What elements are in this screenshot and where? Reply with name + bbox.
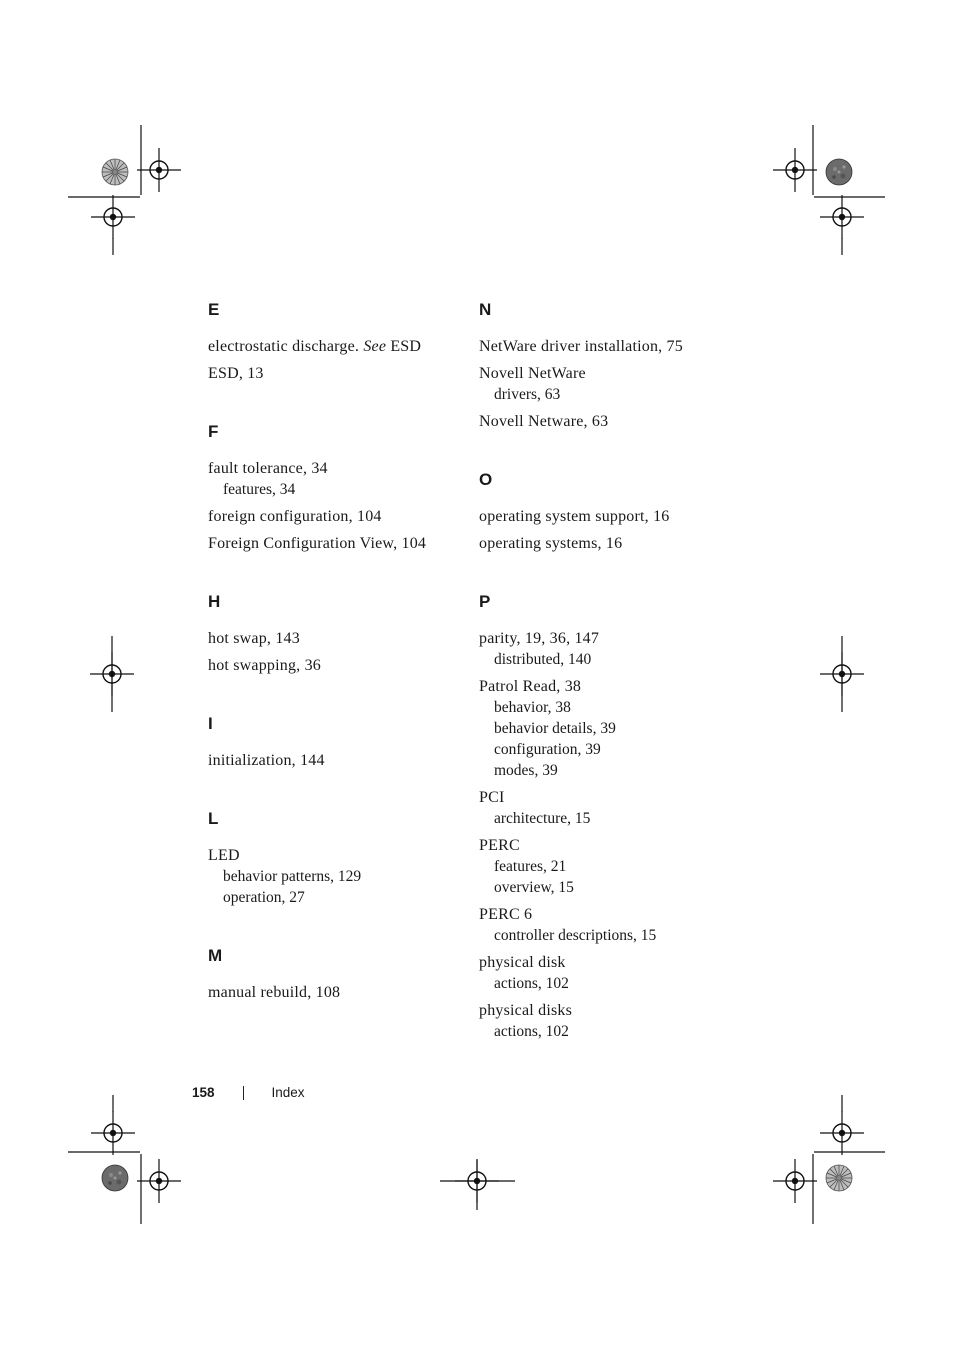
index-entry (479, 533, 739, 554)
index-section-f (208, 422, 468, 554)
index-entry (479, 628, 739, 670)
index-letter-heading: O (479, 470, 493, 489)
index-subentry: controller descriptions, 15 (494, 927, 657, 944)
index-entry-term: ESD, 13 (208, 365, 264, 382)
index-entry-term: LED (208, 847, 240, 864)
index-entry-term: PERC 6 (479, 906, 533, 923)
index-entry (479, 676, 739, 781)
index-entry-term: PCI (479, 789, 505, 806)
index-entry-term-text: electrostatic discharge. (208, 338, 364, 355)
index-entry-term: Novell NetWare (479, 365, 586, 382)
index-subentry: operation, 27 (223, 889, 305, 906)
footer-divider (243, 1086, 244, 1100)
index-subentry: distributed, 140 (494, 651, 592, 668)
index-letter-heading: I (208, 714, 213, 733)
index-entry-term: operating systems, 16 (479, 535, 623, 552)
index-entry-term: hot swap, 143 (208, 630, 300, 647)
index-entry (479, 336, 739, 357)
index-entry-term: foreign configuration, 104 (208, 508, 382, 525)
index-letter-heading: F (208, 422, 219, 441)
index-section-e (208, 300, 468, 384)
index-entry (479, 411, 739, 432)
index-entry-term: Novell Netware, 63 (479, 413, 609, 430)
index-entry-term: Foreign Configuration View, 104 (208, 535, 427, 552)
index-entry (479, 363, 739, 405)
index-entry (208, 845, 468, 908)
index-entry-term: initialization, 144 (208, 752, 325, 769)
index-letter-heading: E (208, 300, 220, 319)
index-entry-term: physical disk (479, 954, 566, 971)
index-entry (208, 458, 468, 500)
index-subentry: features, 34 (223, 481, 296, 498)
page-footer (192, 1084, 305, 1102)
index-subentry: actions, 102 (494, 975, 569, 992)
index-subentry: overview, 15 (494, 879, 574, 896)
index-section-m (208, 946, 468, 1003)
index-subentry: actions, 102 (494, 1023, 569, 1040)
index-entry (208, 982, 468, 1003)
index-entry-term: NetWare driver installation, 75 (479, 338, 683, 355)
index-entry-term: fault tolerance, 34 (208, 460, 328, 477)
index-entry (479, 506, 739, 527)
index-section-p (479, 592, 739, 1042)
index-entry (208, 628, 468, 649)
index-entry-term: manual rebuild, 108 (208, 984, 341, 1001)
index-entry (208, 533, 468, 554)
index-entry-term: operating system support, 16 (479, 508, 670, 525)
index-entry (208, 655, 468, 676)
index-letter-heading: N (479, 300, 492, 319)
index-subentry: drivers, 63 (494, 386, 561, 403)
index-column-left (208, 300, 468, 1041)
index-entry (479, 952, 739, 994)
index-subentry: modes, 39 (494, 762, 558, 779)
index-subentry: behavior details, 39 (494, 720, 616, 737)
index-letter-heading: L (208, 809, 219, 828)
see-reference: See (363, 338, 387, 355)
index-entry-term: PERC (479, 837, 520, 854)
index-entry-term (208, 336, 468, 357)
index-subentry: features, 21 (494, 858, 567, 875)
index-entry (208, 506, 468, 527)
index-subentry: configuration, 39 (494, 741, 601, 758)
index-section-o (479, 470, 739, 554)
index-entry-term: physical disks (479, 1002, 573, 1019)
index-subentry: architecture, 15 (494, 810, 591, 827)
index-entry (479, 904, 739, 946)
index-entry (208, 336, 468, 357)
index-section-i (208, 714, 468, 771)
see-target: ESD (386, 338, 422, 355)
index-entry (479, 1000, 739, 1042)
index-entry-term: parity, 19, 36, 147 (479, 630, 600, 647)
index-letter-heading: P (479, 592, 491, 611)
index-section-l (208, 809, 468, 908)
page-number: 158 (192, 1085, 215, 1100)
index-entry (479, 835, 739, 898)
index-column-right (479, 300, 739, 1080)
index-letter-heading: H (208, 592, 221, 611)
index-section-n (479, 300, 739, 432)
index-entry-term: Patrol Read, 38 (479, 678, 582, 695)
section-name: Index (271, 1085, 305, 1100)
index-entry (208, 363, 468, 384)
index-entry-term: hot swapping, 36 (208, 657, 321, 674)
index-subentry: behavior, 38 (494, 699, 571, 716)
index-letter-heading: M (208, 946, 223, 965)
index-entry (208, 750, 468, 771)
index-entry (479, 787, 739, 829)
index-section-h (208, 592, 468, 676)
index-subentry: behavior patterns, 129 (223, 868, 362, 885)
